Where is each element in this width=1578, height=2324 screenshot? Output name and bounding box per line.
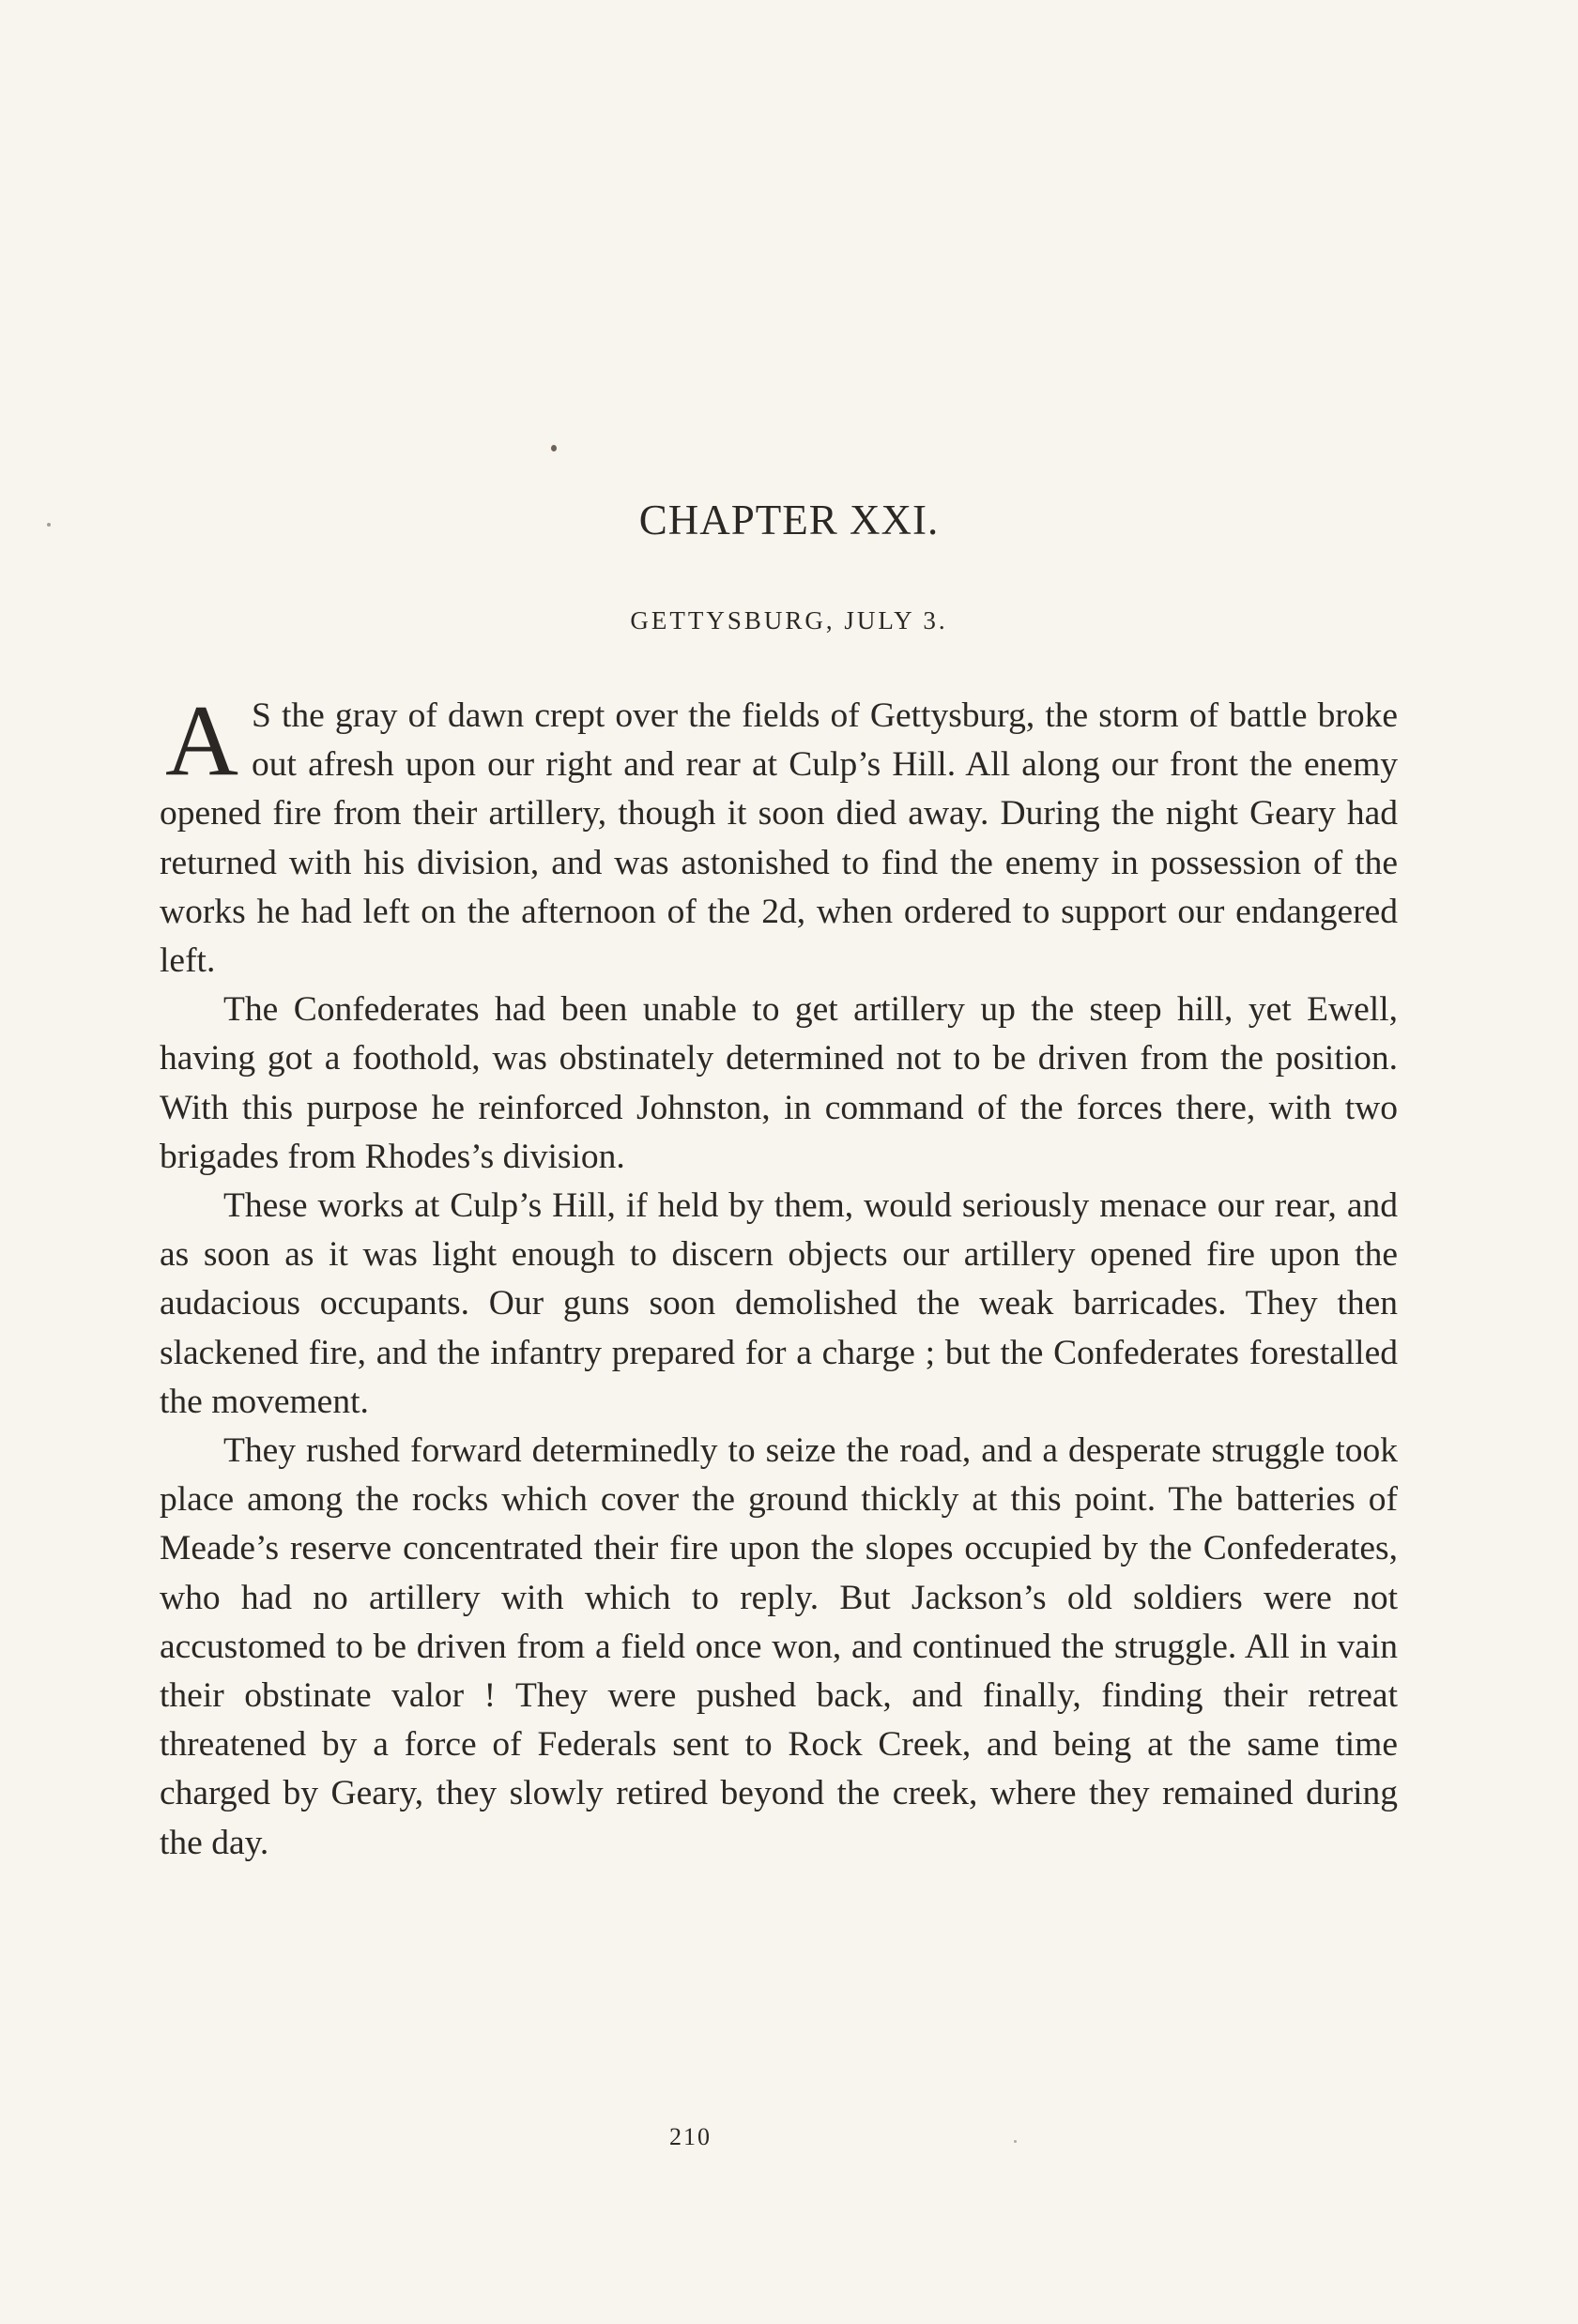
chapter-body xyxy=(160,685,1398,1868)
page-number: 210 xyxy=(669,2123,712,2150)
paragraph: These works at Culp’s Hill, if held by them, would seriously menace our rear, and as soon as it was light enough to discern objects our artillery opened fire upon the audacious occupants. Our guns soon demolished the weak barricades. They then slackened fire, and the infantry prepared for a charge ; but the Confederates forestalled the movement. xyxy=(160,1186,1398,1421)
paragraph: They rushed forward determinedly to seize the road, and a desperate struggle took place among the rocks which cover the ground thickly at this point. The batteries of Meade’s reserve concentrated their fire upon the slopes occupied by the Confederates, who had no artillery with which to reply. But Jackson’s old soldiers were not accustomed to be driven from a field once won, and continued the struggle. All in vain their obstinate valor ! They were pushed back, and finally, finding their retreat threatened by a force of Federals sent to Rock Creek, and being at the same time charged by Geary, they slowly retired beyond the creek, where they remained during the day. xyxy=(160,1431,1398,1862)
paragraph: The Confederates had been unable to get artillery up the steep hill, yet Ewell, having got a foothold, was obstinately determined not to be driven from the position. With this purpose he reinforced Johnston, in command of the forces there, with two brigades from Rhodes’s division. xyxy=(160,990,1398,1176)
chapter-subtitle: GETTYSBURG, JULY 3. xyxy=(630,606,948,635)
paragraph xyxy=(160,685,1398,986)
ink-speck xyxy=(551,445,557,451)
paragraph-text: S the gray of dawn crept over the fields of Gettysburg, the storm of battle broke out afresh upon our right and rear at Culp’s Hill. All along our front the enemy opened fire from their artillery, though it soon died away. During the night Geary had returned with his division, and was astonished to find the enemy in possession of the works he had left on the afternoon of the 2d, when ordered to support our endangered left. xyxy=(160,696,1398,981)
chapter-title: CHAPTER XXI. xyxy=(638,497,940,543)
drop-cap: A xyxy=(165,685,238,797)
